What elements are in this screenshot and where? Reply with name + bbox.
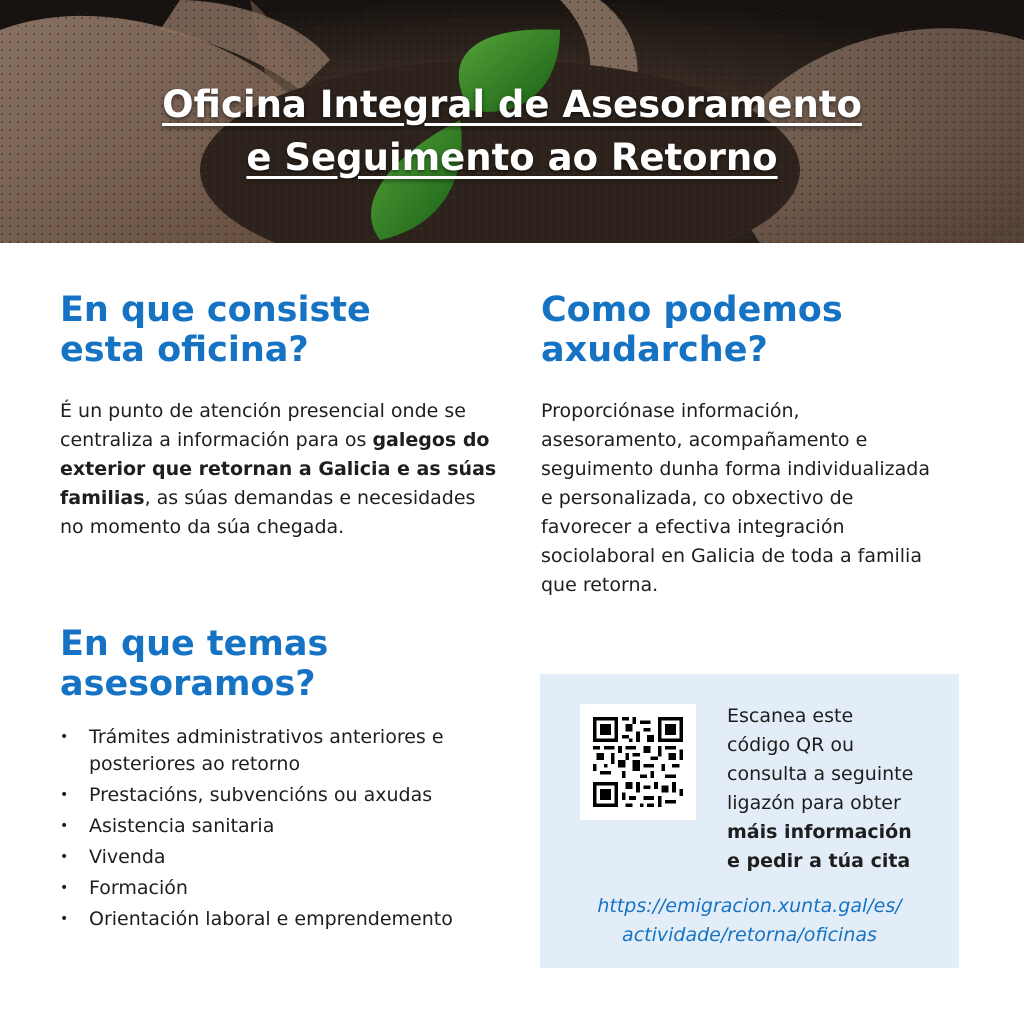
heading-en-que-consiste: [60, 290, 500, 370]
heading-line: axudarche?: [541, 330, 768, 370]
consiste-text-end: , as súas demandas e necesidades no momento da súa chegada.: [60, 487, 476, 538]
consiste-text-bold: galegos do exterior que retornan a Galicia e as súas familias: [60, 429, 497, 509]
heading-line: En que consiste: [60, 290, 371, 330]
qr-text-line: ligazón para obter: [727, 792, 901, 814]
qr-instructions: [727, 702, 952, 876]
qr-text-line: código QR ou: [727, 734, 854, 756]
list-item: • Asistencia sanitaria: [60, 813, 510, 840]
list-item: • Formación: [60, 875, 510, 902]
header-banner: [0, 0, 1024, 243]
qr-code-icon: [593, 717, 683, 807]
qr-code-card[interactable]: [580, 704, 696, 820]
oficinas-link-line-1[interactable]: https://emigracion.xunta.gal/es/: [597, 895, 902, 917]
qr-text-line: Escanea este: [727, 705, 854, 727]
list-item: • Orientación laboral e emprendemento: [60, 906, 510, 933]
heading-line: En que temas: [60, 624, 329, 664]
consiste-text-start: É un punto de atención presencial onde se centraliza a información para os: [60, 400, 466, 451]
consiste-paragraph: [60, 397, 500, 542]
oficinas-link-line-2[interactable]: actividade/retorna/oficinas: [622, 924, 877, 946]
qr-text-bold-line: e pedir a túa cita: [727, 850, 911, 872]
heading-line: asesoramos?: [60, 664, 316, 704]
heading-en-que-temas: [60, 624, 500, 704]
page-title-line-2: e Seguimento ao Retorno: [246, 136, 778, 179]
qr-info-box: [540, 674, 959, 968]
topics-list: [60, 724, 510, 937]
heading-como-podemos: [541, 290, 981, 370]
list-item: • Trámites administrativos anteriores e posteriores ao retorno: [60, 724, 510, 778]
heading-line: esta oficina?: [60, 330, 309, 370]
oficinas-link[interactable]: [540, 892, 959, 950]
axuda-paragraph: Proporciónase información, asesoramento, acompañamento e seguimento dunha forma individualizada e personalizada, co obxectivo de favorecer a efectiva integración sociolaboral en Galicia de toda a familia que retorna.: [541, 400, 930, 596]
page-title-line-1: Oficina Integral de Asesoramento: [162, 83, 862, 126]
heading-line: Como podemos: [541, 290, 843, 330]
qr-text-bold-line: máis información: [727, 821, 912, 843]
list-item: • Prestacións, subvencións ou axudas: [60, 782, 510, 809]
qr-text-line: consulta a seguinte: [727, 763, 914, 785]
page-title: [0, 78, 1024, 184]
list-item: • Vivenda: [60, 844, 510, 871]
